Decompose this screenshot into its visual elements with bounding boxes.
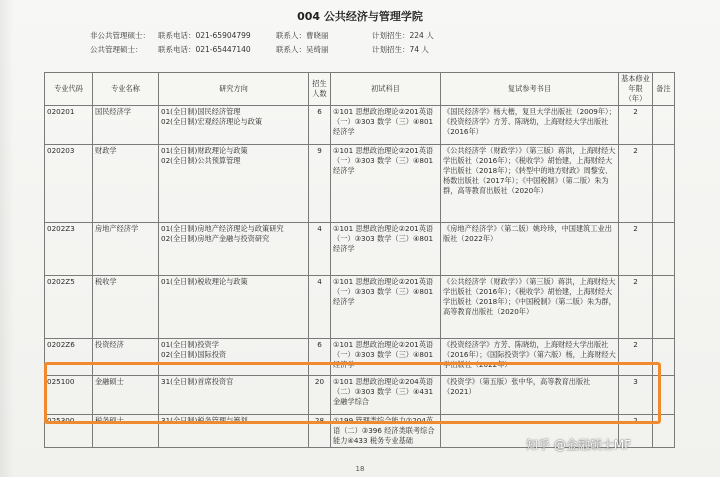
cell-count: 4 <box>309 223 331 276</box>
cell-years: 3 <box>619 376 653 415</box>
contact-phone-1: 联系电话：021-65904799 <box>158 31 251 40</box>
cell-direction: 01(全日制)财政理论与政策 02(全日制)公共预算管理 <box>159 145 309 223</box>
cell-code: 025300 <box>45 415 93 448</box>
cell-code: 020203 <box>45 145 93 223</box>
contact-person-1: 联系人：曹晓丽 <box>276 31 329 40</box>
cell-note <box>653 223 675 276</box>
cell-years: 2 <box>619 339 653 376</box>
cell-note <box>653 415 675 448</box>
cell-direction: 01(全日制)房地产经济理论与政策研究 02(全日制)房地产金融与投资研究 <box>159 223 309 276</box>
cell-count: 20 <box>309 376 331 415</box>
cell-name: 税务硕士 <box>93 415 159 448</box>
cell-books: 《公共经济学（财政学）》（第三版）蒋洪，上海财经大学出版社（2016年）；《税收学》胡怡建，上海财经大学出版社（2018年）；《转型中的地方财政》周黎安、杨数出版社（2017年）；《中国税制》（第二版）朱为群，高等教育出版社（2020年） <box>441 145 619 223</box>
cell-exam: ①101 思想政治理论②201英语（一）③303 数学（三）④801 经济学 <box>331 106 441 145</box>
table-row <box>45 106 675 145</box>
header-name: 专业名称 <box>93 73 159 106</box>
contact-program-2: 公共管理硕士： <box>90 45 143 54</box>
cell-exam: ①101 思想政治理论②201英语（一）③303 数学（三）④801 经济学 <box>331 145 441 223</box>
cell-note <box>653 376 675 415</box>
cell-books: 《国民经济学》杨大楷，复旦大学出版社（2009年）；《投资经济学》方芳、陈晓幼，上海财经大学出版社（2016年） <box>441 106 619 145</box>
cell-direction: 01(全日制)税收理论与政策 <box>159 276 309 339</box>
header-direction: 研究方向 <box>159 73 309 106</box>
cell-name: 金融硕士 <box>93 376 159 415</box>
cell-code: 0202Z6 <box>45 339 93 376</box>
table-row <box>45 276 675 339</box>
cell-books: 《房地产经济学》（第二版）姚玲珍，中国建筑工业出版社（2022年） <box>441 223 619 276</box>
cell-name: 投资经济 <box>93 339 159 376</box>
table-row-highlighted <box>45 376 675 415</box>
contact-phone-2: 联系电话：021-65447140 <box>158 45 251 54</box>
cell-name: 房地产经济学 <box>93 223 159 276</box>
cell-years: 2 <box>619 415 653 448</box>
cell-count: 6 <box>309 106 331 145</box>
cell-count: 6 <box>309 339 331 376</box>
cell-count: 28 <box>309 415 331 448</box>
cell-years: 2 <box>619 276 653 339</box>
cell-name: 财政学 <box>93 145 159 223</box>
cell-code: 0202Z5 <box>45 276 93 339</box>
cell-note <box>653 276 675 339</box>
cell-code: 025100 <box>45 376 93 415</box>
header-count: 招生人数 <box>309 73 331 106</box>
cell-years: 2 <box>619 106 653 145</box>
cell-note <box>653 145 675 223</box>
contact-person-2: 联系人：吴绮丽 <box>276 45 329 54</box>
table-row <box>45 223 675 276</box>
cell-exam: ①199 管理类综合能力②204英语（二）③396 经济类联考综合能力④433 税务专业基础 <box>331 415 441 448</box>
cell-name: 税收学 <box>93 276 159 339</box>
cell-books: 《投资学》（第五版）张中华，高等教育出版社（2021） <box>441 376 619 415</box>
cell-books: 《公共经济学（财政学）》（第三版）蒋洪，上海财经大学出版社（2016年）；《税收学》胡怡建，上海财经大学出版社（2018年）；《中国税制》（第二版）朱为群，高等教育出版社（2020年） <box>441 276 619 339</box>
cell-books: 《投资经济学》方芳、陈晓幼，上海财经大学出版社（2016年）；《国际投资学》（第六版）杨，上海财经大学出版社（2022年） <box>441 339 619 376</box>
table-row <box>45 339 675 376</box>
cell-note <box>653 339 675 376</box>
page-shadow <box>0 0 14 477</box>
page-number: 18 <box>355 465 365 473</box>
contact-plan-1: 计划招生：224 人 <box>372 31 434 40</box>
cell-note <box>653 106 675 145</box>
cell-years: 2 <box>619 145 653 223</box>
header-books: 复试参考书目 <box>441 73 619 106</box>
cell-code: 020201 <box>45 106 93 145</box>
cell-exam: ①101 思想政治理论②204英语（二）③303 数学（三）④431 金融学综合 <box>331 376 441 415</box>
contact-plan-2: 计划招生：74 人 <box>372 45 429 54</box>
cell-direction: 31(全日制)税务管理与筹划 <box>159 415 309 448</box>
cell-name: 国民经济学 <box>93 106 159 145</box>
page-title: 004 公共经济与管理学院 <box>297 10 423 23</box>
cell-exam: ①101 思想政治理论②201英语（一）③303 数学（三）④801 经济学 <box>331 223 441 276</box>
cell-years: 2 <box>619 223 653 276</box>
header-code: 专业代码 <box>45 73 93 106</box>
header-note: 备注 <box>653 73 675 106</box>
watermark-text: 知乎 @金融硕士MF <box>526 438 632 452</box>
cell-count: 9 <box>309 145 331 223</box>
cell-direction: 01(全日制)国民经济管理 02(全日制)宏观经济理论与政策 <box>159 106 309 145</box>
admissions-table <box>44 72 675 448</box>
cell-exam: ①101 思想政治理论②201英语（一）③303 数学（三）④801 经济学 <box>331 339 441 376</box>
cell-direction: 31(全日制)首席投资官 <box>159 376 309 415</box>
cell-direction: 01(全日制)投资学 02(全日制)国际投资 <box>159 339 309 376</box>
header-exam: 初试科目 <box>331 73 441 106</box>
cell-exam: ①101 思想政治理论②201英语（一）③303 数学（三）④801 经济学 <box>331 276 441 339</box>
table-header-row <box>45 73 675 106</box>
contact-program-1: 非公共管理硕士： <box>90 31 150 40</box>
cell-code: 0202Z3 <box>45 223 93 276</box>
table-row <box>45 145 675 223</box>
header-years: 基本修业年限（年） <box>619 73 653 106</box>
cell-count: 4 <box>309 276 331 339</box>
